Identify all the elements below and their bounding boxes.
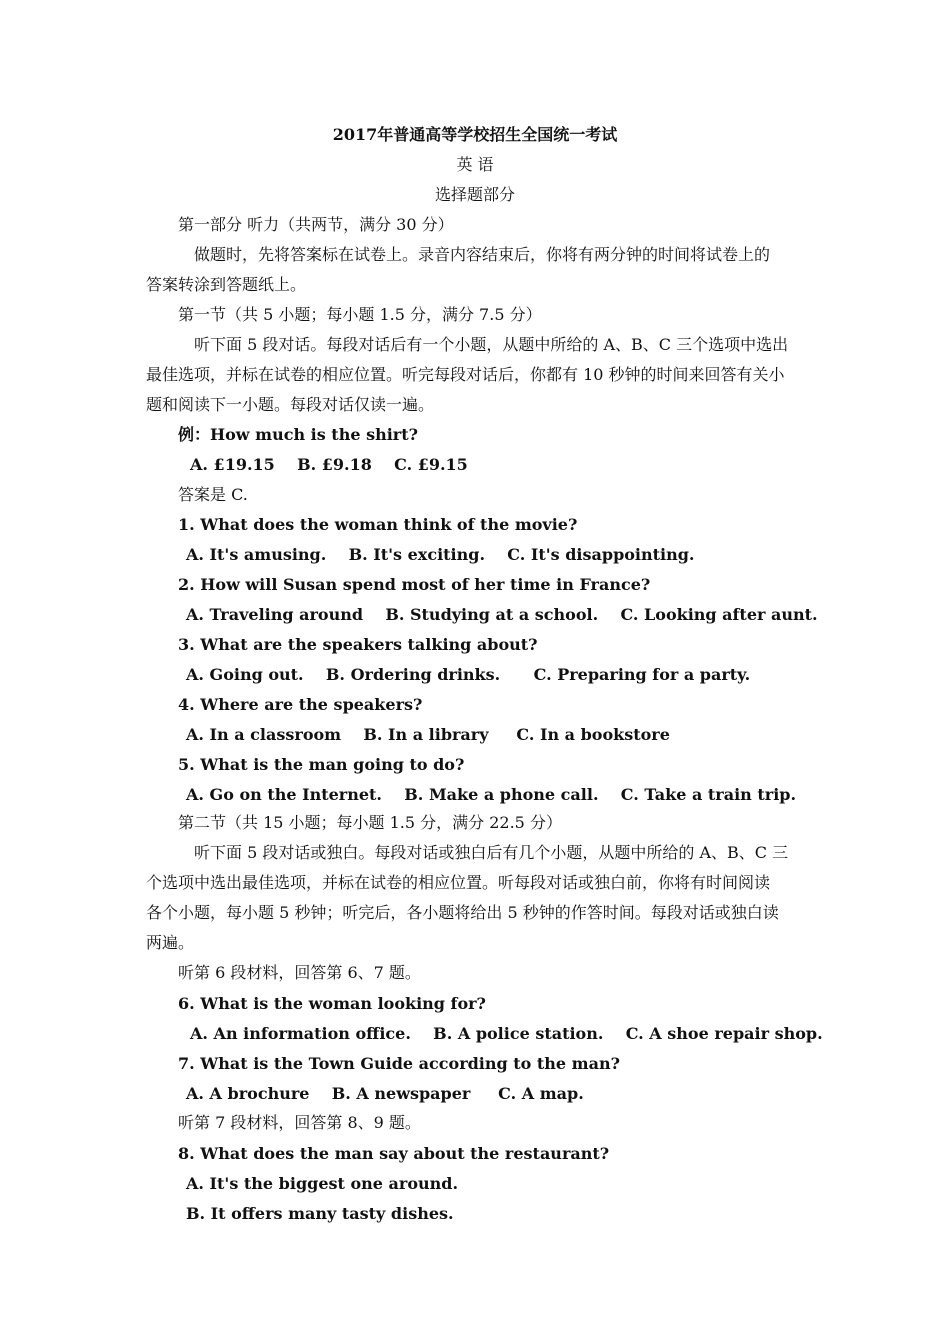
example-question: 例：How much is the shirt? <box>178 425 418 444</box>
question-4: 4. Where are the speakers? <box>178 695 423 714</box>
part1-heading: 第一部分 听力（共两节，满分 30 分） <box>178 215 454 234</box>
material-7-heading: 听第 7 段材料，回答第 8、9 题。 <box>178 1113 421 1132</box>
question-8-option-a: A. It's the biggest one around. <box>186 1174 459 1193</box>
question-7: 7. What is the Town Guide according to the man? <box>178 1054 620 1073</box>
question-6: 6. What is the woman looking for? <box>178 994 486 1013</box>
question-5: 5. What is the man going to do? <box>178 755 465 774</box>
question-2: 2. How will Susan spend most of her time in France? <box>178 575 651 594</box>
part1-instruction-line: 答案转涂到答题纸上。 <box>146 275 307 294</box>
example-answer: 答案是 C. <box>178 485 248 504</box>
question-6-options: A. An information office. B. A police station. C. A shoe repair shop. <box>190 1024 823 1043</box>
section1-instruction-line: 最佳选项，并标在试卷的相应位置。听完每段对话后，你都有 10 秒钟的时间来回答有关小 <box>146 365 785 384</box>
section2-heading: 第二节（共 15 小题；每小题 1.5 分，满分 22.5 分） <box>178 813 562 832</box>
question-8: 8. What does the man say about the restaurant? <box>178 1144 610 1163</box>
question-1-options: A. It's amusing. B. It's exciting. C. It's disappointing. <box>186 545 695 564</box>
question-7-options: A. A brochure B. A newspaper C. A map. <box>186 1084 584 1103</box>
question-3-options: A. Going out. B. Ordering drinks. C. Preparing for a party. <box>186 665 751 684</box>
exam-title: 2017年普通高等学校招生全国统一考试 <box>332 125 618 144</box>
section2-instruction-line: 个选项中选出最佳选项，并标在试卷的相应位置。听每段对话或独白前，你将有时间阅读 <box>146 873 771 892</box>
section1-instruction-line: 听下面 5 段对话。每段对话后有一个小题，从题中所给的 A、B、C 三个选项中选出 <box>194 335 789 354</box>
example-options: A. £19.15 B. £9.18 C. £9.15 <box>190 455 468 474</box>
section-title: 选择题部分 <box>434 185 515 204</box>
question-3: 3. What are the speakers talking about? <box>178 635 538 654</box>
question-2-options: A. Traveling around B. Studying at a school. C. Looking after aunt. <box>186 605 818 624</box>
section1-instruction-line: 题和阅读下一小题。每段对话仅读一遍。 <box>146 395 435 414</box>
section2-instruction-line: 两遍。 <box>146 933 195 952</box>
section2-instruction-line: 各个小题，每小题 5 秒钟；听完后，各小题将给出 5 秒钟的作答时间。每段对话或独白读 <box>146 903 779 922</box>
part1-instruction-line: 做题时，先将答案标在试卷上。录音内容结束后，你将有两分钟的时间将试卷上的 <box>194 245 771 264</box>
question-5-options: A. Go on the Internet. B. Make a phone call. C. Take a train trip. <box>186 785 797 804</box>
material-6-heading: 听第 6 段材料，回答第 6、7 题。 <box>178 963 421 982</box>
question-1: 1. What does the woman think of the movie? <box>178 515 578 534</box>
subject-title: 英 语 <box>456 155 494 174</box>
section1-heading: 第一节（共 5 小题；每小题 1.5 分，满分 7.5 分） <box>178 305 542 324</box>
section2-instruction-line: 听下面 5 段对话或独白。每段对话或独白后有几个小题，从题中所给的 A、B、C 三 <box>194 843 789 862</box>
question-4-options: A. In a classroom B. In a library C. In a bookstore <box>186 725 670 744</box>
question-8-option-b: B. It offers many tasty dishes. <box>186 1204 454 1223</box>
